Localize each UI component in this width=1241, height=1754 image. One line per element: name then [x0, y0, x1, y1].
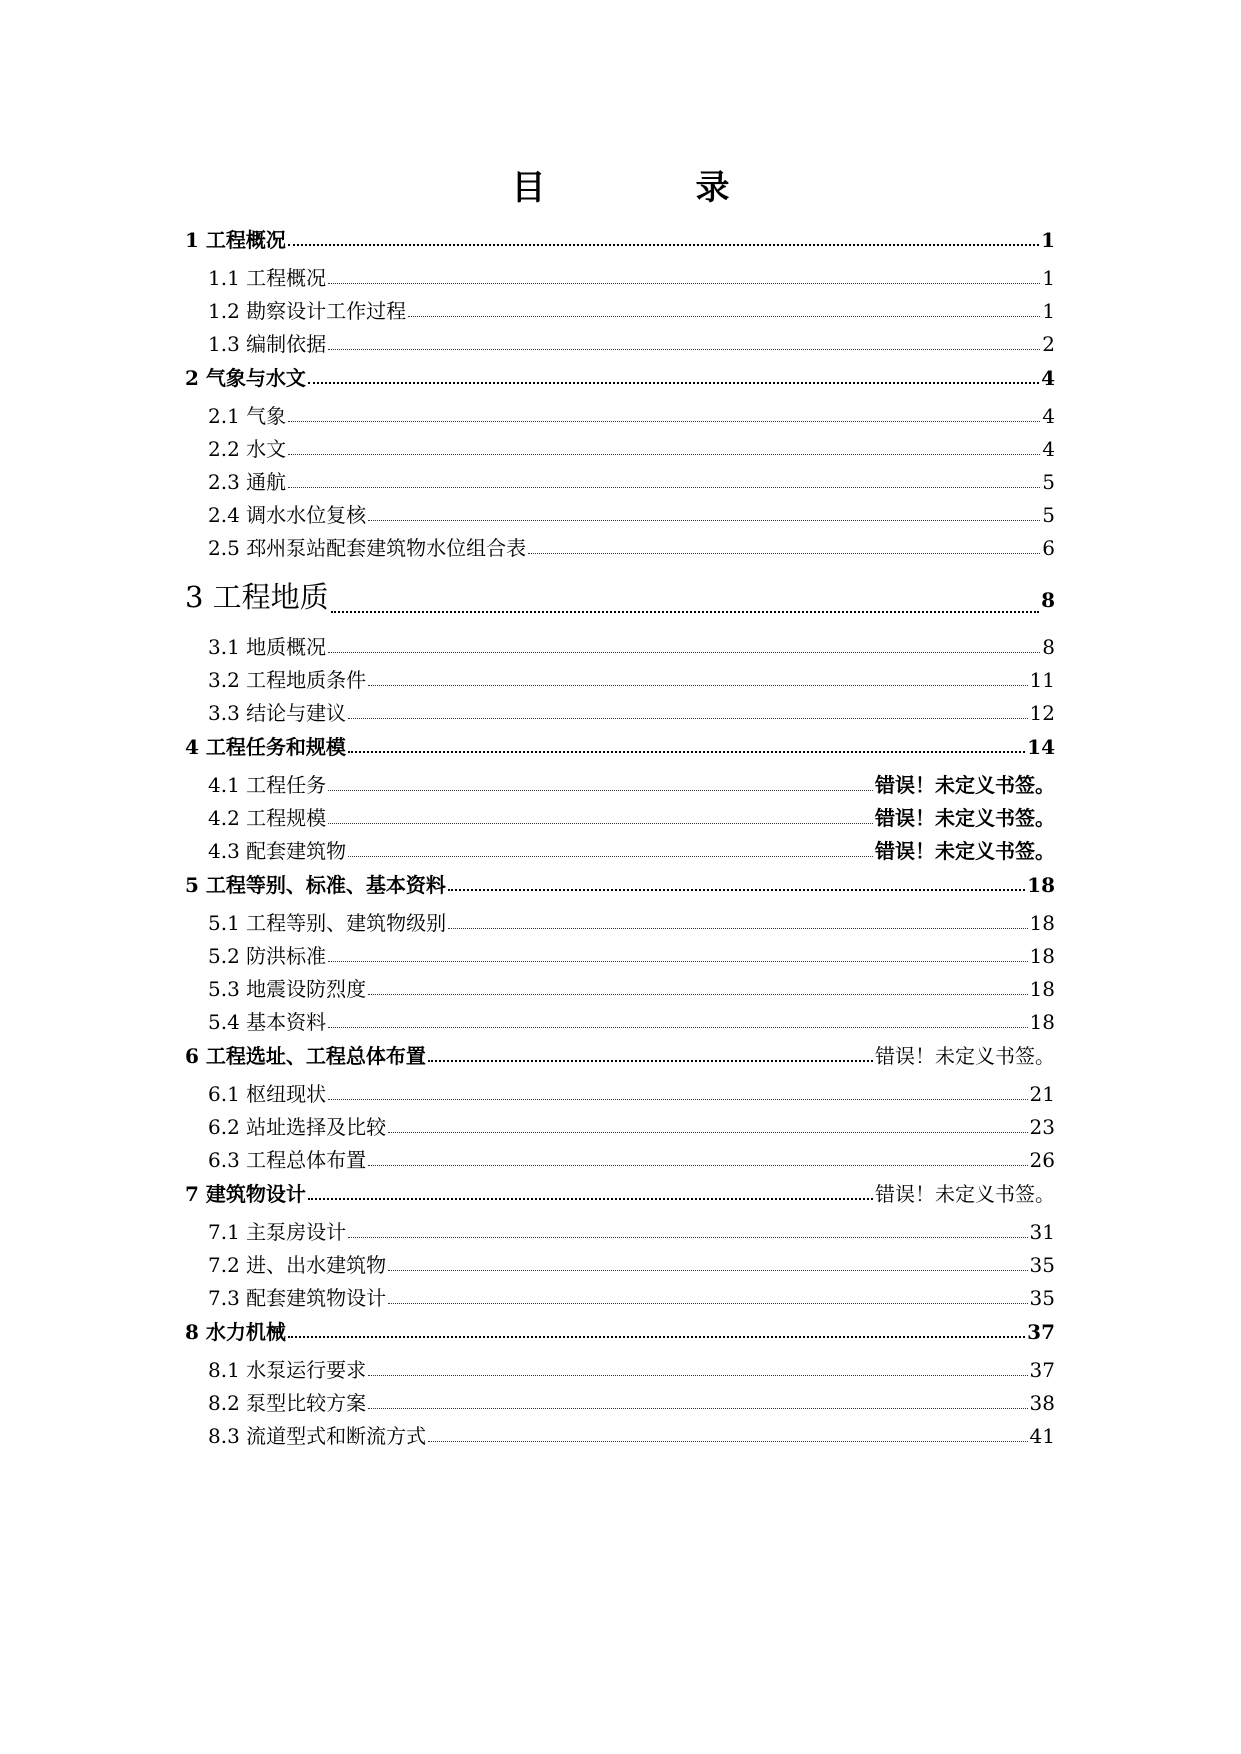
toc-entry-label: 3.2 工程地质条件 [208, 668, 367, 692]
toc-section-entry[interactable] [185, 1358, 1055, 1382]
toc-dot-leader [368, 1165, 1027, 1166]
toc-section-entry[interactable] [185, 668, 1055, 692]
toc-section-entry[interactable] [185, 1082, 1055, 1106]
toc-entry-label: 5.2 防洪标准 [208, 944, 327, 968]
toc-entry-label: 4 工程任务和规模 [185, 735, 346, 759]
toc-entry-label: 6.3 工程总体布置 [208, 1148, 367, 1172]
toc-dot-leader [331, 611, 1039, 613]
toc-entry-label: 1 工程概况 [185, 228, 286, 252]
toc-dot-leader [348, 1237, 1027, 1238]
toc-dot-leader [368, 994, 1027, 995]
toc-dot-leader [368, 1408, 1027, 1409]
toc-entry-label: 6 工程选址、工程总体布置 [185, 1044, 426, 1068]
toc-section-entry[interactable] [185, 1148, 1055, 1172]
toc-entry-page-number: 4 [1042, 404, 1055, 428]
toc-entry-page-number: 38 [1029, 1391, 1055, 1415]
toc-entry-page-number: 41 [1029, 1424, 1055, 1448]
toc-entry-page-number: 18 [1029, 1010, 1055, 1034]
toc-entry-label: 1.2 勘察设计工作过程 [208, 299, 407, 323]
toc-entry-label: 5.3 地震设防烈度 [208, 977, 367, 1001]
toc-section-entry[interactable] [185, 944, 1055, 968]
toc-chapter-entry[interactable] [185, 1182, 1055, 1206]
toc-entry-page-number: 5 [1042, 470, 1055, 494]
toc-dot-leader [288, 1336, 1025, 1338]
toc-dot-leader [348, 751, 1025, 753]
toc-dot-leader [288, 244, 1039, 246]
toc-entry-page-number: 错误！未定义书签。 [875, 1044, 1055, 1068]
toc-entry-page-number: 2 [1042, 332, 1055, 356]
toc-entry-page-number: 21 [1029, 1082, 1055, 1106]
toc-entry-page-number: 23 [1029, 1115, 1055, 1139]
toc-section-entry[interactable] [185, 536, 1055, 560]
toc-entry-page-number: 错误！未定义书签。 [875, 806, 1055, 830]
toc-dot-leader [328, 1099, 1027, 1100]
toc-entry-page-number: 1 [1042, 266, 1055, 290]
toc-section-entry[interactable] [185, 404, 1055, 428]
toc-section-entry[interactable] [185, 332, 1055, 356]
toc-section-entry[interactable] [185, 911, 1055, 935]
toc-entry-label: 7.2 进、出水建筑物 [208, 1253, 387, 1277]
toc-entry-label: 6.1 枢纽现状 [208, 1082, 327, 1106]
toc-entry-page-number: 35 [1029, 1253, 1055, 1277]
toc-entry-label: 3 工程地质 [185, 580, 329, 614]
toc-entry-label: 7.3 配套建筑物设计 [208, 1286, 387, 1310]
toc-entry-page-number: 37 [1029, 1358, 1055, 1382]
toc-entry-label: 2.5 邳州泵站配套建筑物水位组合表 [208, 536, 527, 560]
toc-entry-page-number: 37 [1027, 1320, 1055, 1344]
toc-section-entry[interactable] [185, 1220, 1055, 1244]
toc-entry-label: 6.2 站址选择及比较 [208, 1115, 387, 1139]
toc-section-entry[interactable] [185, 1010, 1055, 1034]
toc-dot-leader [348, 718, 1027, 719]
toc-section-entry[interactable] [185, 266, 1055, 290]
toc-entry-page-number: 6 [1042, 536, 1055, 560]
toc-entry-page-number: 4 [1042, 437, 1055, 461]
toc-section-entry[interactable] [185, 839, 1055, 863]
toc-entry-page-number: 26 [1029, 1148, 1055, 1172]
toc-entry-page-number: 35 [1029, 1286, 1055, 1310]
toc-dot-leader [288, 454, 1040, 455]
toc-entry-label: 5.4 基本资料 [208, 1010, 327, 1034]
toc-entry-page-number: 14 [1027, 735, 1055, 759]
toc-dot-leader [308, 382, 1039, 384]
toc-dot-leader [328, 652, 1040, 653]
toc-dot-leader [328, 349, 1040, 350]
toc-entry-label: 3.3 结论与建议 [208, 701, 347, 725]
toc-dot-leader [288, 421, 1040, 422]
toc-entry-label: 4.2 工程规模 [208, 806, 327, 830]
toc-entry-label: 2.3 通航 [208, 470, 287, 494]
toc-dot-leader [448, 889, 1025, 891]
toc-dot-leader [388, 1270, 1027, 1271]
toc-entry-label: 8.1 水泵运行要求 [208, 1358, 367, 1382]
toc-section-entry[interactable] [185, 701, 1055, 725]
toc-dot-leader [328, 283, 1040, 284]
toc-section-entry[interactable] [185, 1253, 1055, 1277]
toc-entry-label: 2.1 气象 [208, 404, 287, 428]
toc-entry-page-number: 1 [1041, 228, 1055, 252]
toc-dot-leader [368, 1375, 1027, 1376]
toc-dot-leader [348, 856, 873, 857]
toc-entry-page-number: 11 [1029, 668, 1055, 692]
toc-entry-label: 2 气象与水文 [185, 366, 306, 390]
toc-entry-label: 1.1 工程概况 [208, 266, 327, 290]
toc-dot-leader [448, 928, 1027, 929]
toc-entry-label: 8.3 流道型式和断流方式 [208, 1424, 427, 1448]
toc-entry-label: 8.2 泵型比较方案 [208, 1391, 367, 1415]
toc-entry-page-number: 12 [1029, 701, 1055, 725]
toc-dot-leader [368, 520, 1040, 521]
toc-dot-leader [528, 553, 1040, 554]
toc-entry-page-number: 18 [1027, 873, 1055, 897]
toc-dot-leader [328, 790, 873, 791]
toc-entry-page-number: 错误！未定义书签。 [875, 839, 1055, 863]
toc-chapter-entry[interactable] [185, 735, 1055, 759]
toc-dot-leader [368, 685, 1027, 686]
toc-dot-leader [328, 961, 1027, 962]
toc-chapter-entry[interactable] [185, 578, 1055, 619]
toc-entry-page-number: 1 [1042, 299, 1055, 323]
table-of-contents [185, 228, 1055, 1457]
toc-section-entry[interactable] [185, 1115, 1055, 1139]
toc-entry-page-number: 5 [1042, 503, 1055, 527]
toc-entry-label: 3.1 地质概况 [208, 635, 327, 659]
toc-entry-label: 4.1 工程任务 [208, 773, 327, 797]
toc-entry-page-number: 8 [1041, 588, 1055, 612]
toc-section-entry[interactable] [185, 470, 1055, 494]
toc-entry-page-number: 错误！未定义书签。 [875, 1182, 1055, 1206]
toc-section-entry[interactable] [185, 437, 1055, 461]
toc-entry-label: 1.3 编制依据 [208, 332, 327, 356]
page-title: 目 录 [511, 168, 788, 208]
toc-section-entry[interactable] [185, 977, 1055, 1001]
toc-entry-label: 5 工程等别、标准、基本资料 [185, 873, 446, 897]
toc-entry-label: 5.1 工程等别、建筑物级别 [208, 911, 447, 935]
toc-entry-label: 2.4 调水水位复核 [208, 503, 367, 527]
toc-entry-label: 4.3 配套建筑物 [208, 839, 347, 863]
toc-entry-page-number: 18 [1029, 911, 1055, 935]
toc-section-entry[interactable] [185, 1286, 1055, 1310]
toc-entry-label: 7 建筑物设计 [185, 1182, 306, 1206]
toc-chapter-entry[interactable] [185, 1320, 1055, 1344]
toc-dot-leader [328, 1027, 1027, 1028]
toc-section-entry[interactable] [185, 773, 1055, 797]
toc-entry-page-number: 4 [1041, 366, 1055, 390]
toc-chapter-entry[interactable] [185, 366, 1055, 390]
toc-dot-leader [388, 1132, 1027, 1133]
toc-dot-leader [308, 1198, 873, 1200]
toc-chapter-entry[interactable] [185, 873, 1055, 897]
toc-dot-leader [428, 1060, 873, 1062]
toc-section-entry[interactable] [185, 1424, 1055, 1448]
toc-entry-page-number: 错误！未定义书签。 [875, 773, 1055, 797]
toc-entry-page-number: 18 [1029, 977, 1055, 1001]
toc-section-entry[interactable] [185, 635, 1055, 659]
toc-entry-page-number: 31 [1029, 1220, 1055, 1244]
toc-dot-leader [388, 1303, 1027, 1304]
toc-dot-leader [328, 823, 873, 824]
toc-dot-leader [288, 487, 1040, 488]
toc-chapter-entry[interactable] [185, 1044, 1055, 1068]
toc-entry-page-number: 8 [1042, 635, 1055, 659]
toc-dot-leader [428, 1441, 1027, 1442]
toc-dot-leader [408, 316, 1040, 317]
toc-entry-label: 2.2 水文 [208, 437, 287, 461]
toc-section-entry[interactable] [185, 1391, 1055, 1415]
toc-entry-page-number: 18 [1029, 944, 1055, 968]
toc-entry-label: 7.1 主泵房设计 [208, 1220, 347, 1244]
toc-entry-label: 8 水力机械 [185, 1320, 286, 1344]
toc-section-entry[interactable] [185, 299, 1055, 323]
toc-section-entry[interactable] [185, 806, 1055, 830]
toc-chapter-entry[interactable] [185, 228, 1055, 252]
toc-section-entry[interactable] [185, 503, 1055, 527]
